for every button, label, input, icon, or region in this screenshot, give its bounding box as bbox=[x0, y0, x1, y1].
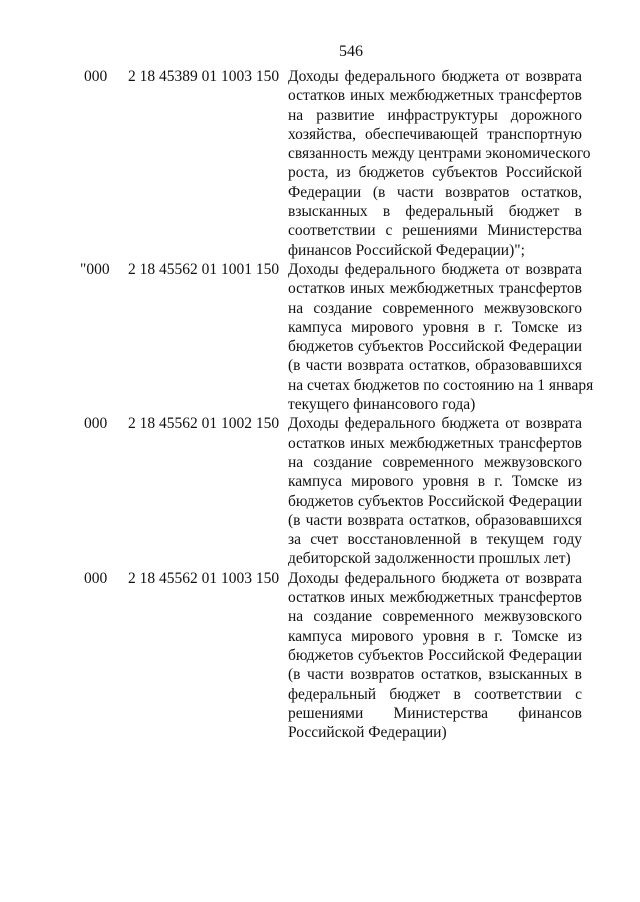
entry-description bbox=[288, 569, 582, 743]
description-line: взысканных в федеральный бюджет в bbox=[288, 203, 582, 221]
description-line: решениями Министерства финансов bbox=[288, 704, 582, 722]
description-line: Федерации (в части возвратов остатков, bbox=[288, 183, 582, 201]
description-line: на создание современного межвузовского bbox=[288, 299, 582, 317]
budget-classification-code: 2 18 45562 01 1002 150 bbox=[128, 415, 280, 433]
budget-code-list bbox=[0, 67, 640, 742]
administrator-code: 000 bbox=[84, 415, 108, 433]
description-line: связанность между центрами экономического bbox=[288, 145, 591, 163]
description-line: Доходы федерального бюджета от возврата bbox=[288, 260, 582, 278]
administrator-code: 000 bbox=[84, 68, 108, 85]
description-line: дебиторской задолженности прошлых лет) bbox=[288, 550, 571, 568]
description-line: бюджетов субъектов Российской Федерации bbox=[288, 492, 582, 510]
administrator-code: 000 bbox=[84, 569, 108, 587]
entry-description bbox=[288, 414, 582, 568]
budget-classification-code: 2 18 45562 01 1001 150 bbox=[128, 260, 280, 278]
entry-description bbox=[288, 67, 591, 260]
description-line: Доходы федерального бюджета от возврата bbox=[288, 68, 582, 85]
description-line: Доходы федерального бюджета от возврата bbox=[288, 569, 582, 587]
budget-code-entry bbox=[0, 260, 640, 414]
description-line: соответствии с решениями Министерства bbox=[288, 222, 582, 240]
budget-classification-code: 2 18 45389 01 1003 150 bbox=[128, 68, 280, 85]
description-line: (в части возврата остатков, образовавшихся bbox=[288, 511, 582, 529]
description-line: на создание современного межвузовского bbox=[288, 608, 582, 626]
description-line: федеральный бюджет в соответствии с bbox=[288, 685, 582, 703]
description-line: хозяйства, обеспечивающей транспортную bbox=[288, 125, 582, 143]
description-line: кампуса мирового уровня в г. Томске из bbox=[288, 627, 582, 645]
budget-code-entry bbox=[0, 67, 640, 260]
description-line: (в части возврата остатков, образовавшихся bbox=[288, 357, 582, 375]
description-line: кампуса мирового уровня в г. Томске из bbox=[288, 473, 582, 491]
description-line: на развитие инфраструктуры дорожного bbox=[288, 106, 582, 124]
description-line: текущего финансового года) bbox=[288, 396, 476, 414]
description-line: остатков иных межбюджетных трансфертов bbox=[288, 434, 582, 452]
description-line: на счетах бюджетов по состоянию на 1 января bbox=[288, 376, 594, 394]
description-line: роста, из бюджетов субъектов Российской bbox=[288, 164, 582, 182]
page-number: 546 bbox=[339, 43, 363, 60]
description-line: остатков иных межбюджетных трансфертов bbox=[288, 87, 582, 105]
description-line: бюджетов субъектов Российской Федерации bbox=[288, 646, 582, 664]
description-line: остатков иных межбюджетных трансфертов bbox=[288, 280, 582, 298]
description-line: финансов Российской Федерации)"; bbox=[288, 241, 525, 259]
description-line: Российской Федерации) bbox=[288, 724, 447, 742]
description-line: Доходы федерального бюджета от возврата bbox=[288, 415, 582, 433]
budget-code-entry bbox=[0, 414, 640, 568]
description-line: остатков иных межбюджетных трансфертов bbox=[288, 589, 582, 607]
description-line: (в части возвратов остатков, взысканных в bbox=[288, 666, 582, 684]
budget-code-entry bbox=[0, 569, 640, 743]
administrator-code: "000 bbox=[80, 260, 110, 278]
description-line: за счет восстановленной в текущем году bbox=[288, 531, 582, 549]
description-line: бюджетов субъектов Российской Федерации bbox=[288, 338, 582, 356]
budget-classification-code: 2 18 45562 01 1003 150 bbox=[128, 569, 280, 587]
description-line: кампуса мирового уровня в г. Томске из bbox=[288, 318, 582, 336]
entry-description bbox=[288, 260, 594, 414]
description-line: на создание современного межвузовского bbox=[288, 453, 582, 471]
